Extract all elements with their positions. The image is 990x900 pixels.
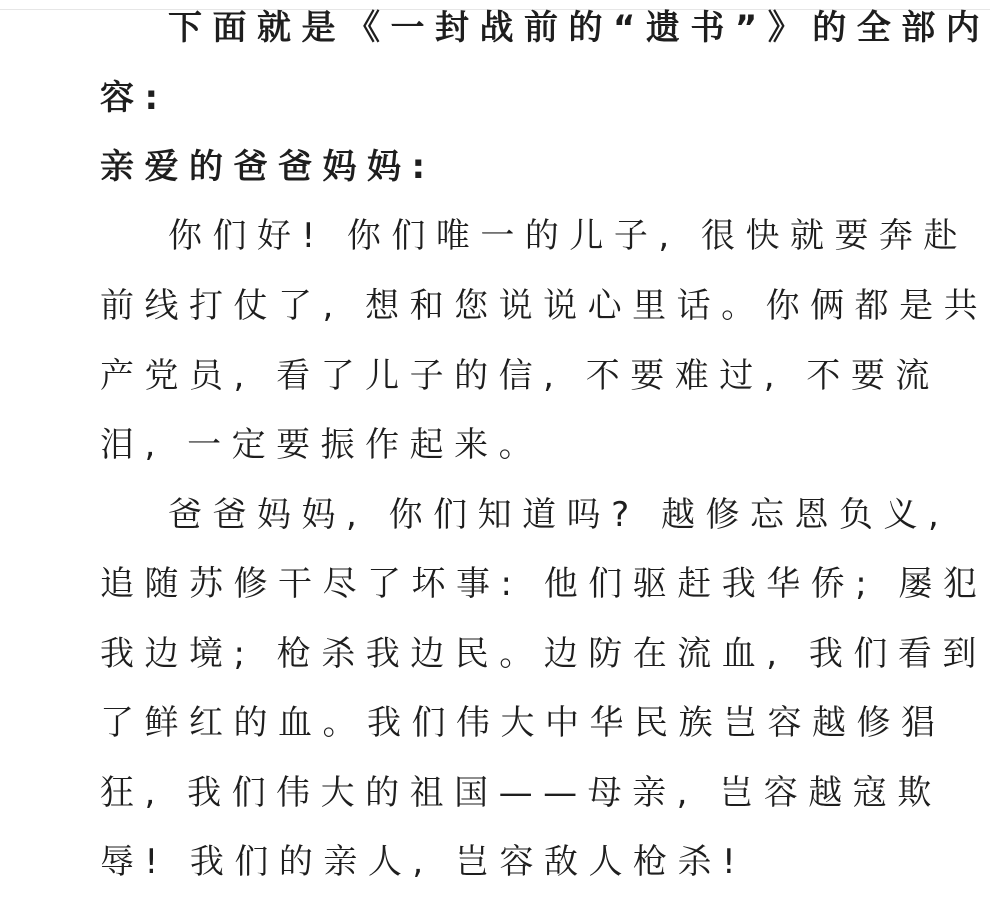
intro-line-2: 容:: [100, 78, 169, 118]
paragraph-1-line-1: 你们好! 你们唯一的儿子, 很快就要奔赴: [168, 216, 969, 256]
paragraph-1-line-2: 前线打仗了, 想和您说说心里话。你俩都是共: [100, 286, 989, 326]
paragraph-1-line-3: 产党员, 看了儿子的信, 不要难过, 不要流: [100, 356, 940, 396]
paragraph-1-line-4: 泪, 一定要振作起来。: [100, 425, 544, 465]
intro-line-1: 下面就是《一封战前的“遗书”》的全部内: [168, 8, 990, 48]
paragraph-2-line-1: 爸爸妈妈, 你们知道吗? 越修忘恩负义,: [168, 495, 950, 535]
paragraph-2-line-5: 狂, 我们伟大的祖国——母亲, 岂容越寇欺: [100, 773, 942, 813]
paragraph-2-line-2: 追随苏修干尽了坏事: 他们驱赶我华侨; 屡犯: [100, 564, 988, 604]
letter-salutation: 亲爱的爸爸妈妈:: [100, 147, 436, 187]
paragraph-2-line-6: 辱! 我们的亲人, 岂容敌人枪杀!: [100, 842, 747, 882]
paragraph-2-line-4: 了鲜红的血。我们伟大中华民族岂容越修猖: [100, 703, 946, 743]
paragraph-2-line-3: 我边境; 枪杀我边民。边防在流血, 我们看到: [100, 634, 987, 674]
